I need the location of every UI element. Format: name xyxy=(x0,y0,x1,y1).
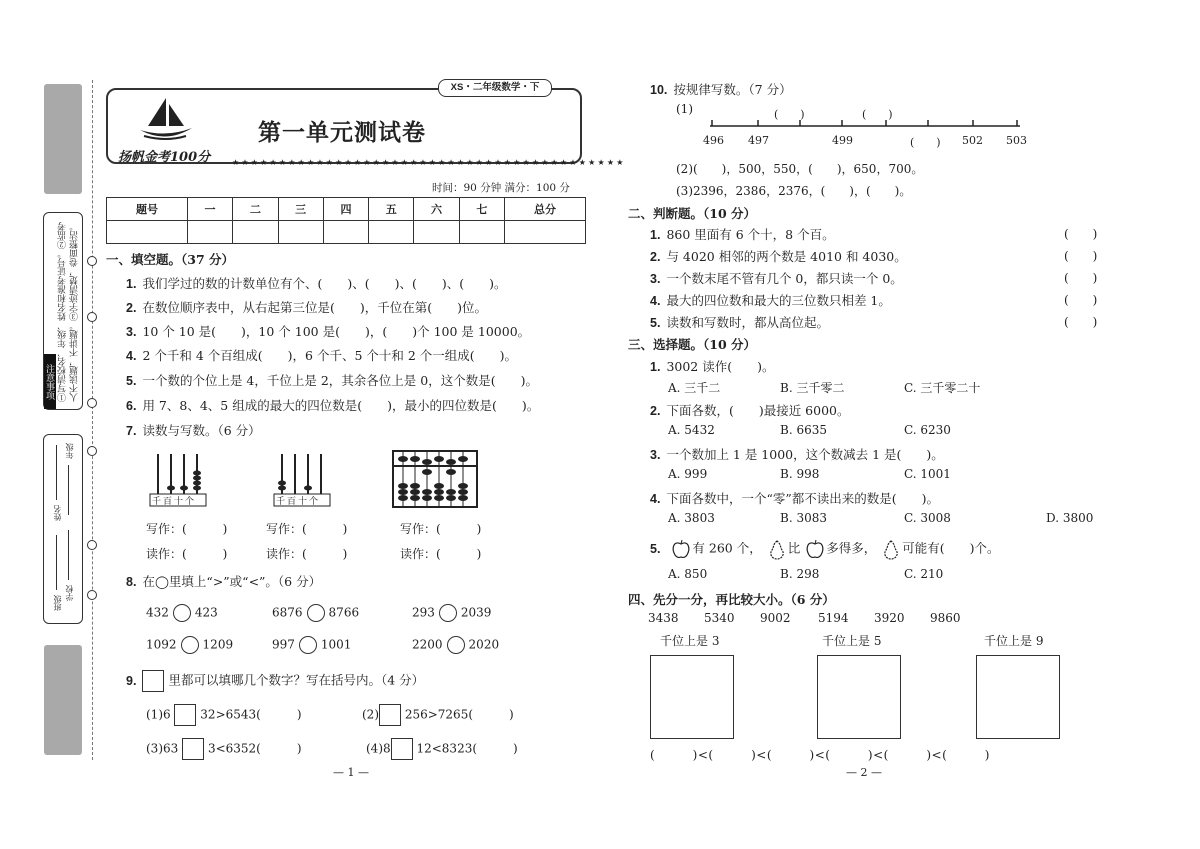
choice-option[interactable]: B. 三千零二 xyxy=(780,381,845,395)
binding-hole xyxy=(87,590,97,600)
label-school: 学校 xyxy=(65,585,74,601)
choice-question-4: 4. 下面各数中，一个“零”都不读出来的数是( )。 xyxy=(650,491,939,506)
judge-answer-2[interactable]: ( ) xyxy=(1064,249,1098,263)
q9-item-1: (1)6 32>6543( ) xyxy=(146,704,302,726)
brand-name: 扬帆金考100分 xyxy=(118,150,211,165)
sidebar-grey-block-top xyxy=(44,84,82,194)
abacus-3 xyxy=(392,450,478,508)
choice-option[interactable]: A. 850 xyxy=(668,567,708,581)
label-name: 姓名 xyxy=(53,505,62,521)
binding-hole xyxy=(87,540,97,550)
score-entry[interactable] xyxy=(187,221,232,244)
choice-option[interactable]: C. 1001 xyxy=(904,467,951,481)
write-answer-2[interactable]: 写作：( ) xyxy=(266,522,348,536)
group-label: 千位上是 5 xyxy=(822,634,882,648)
choice-question-5: 5. 有 260 个， 比 多得多， 可能有( )个。 xyxy=(650,538,999,560)
sort-number: 9002 xyxy=(760,611,791,625)
judge-item-2: 2. 与 4020 相邻的两个数是 4010 和 4030。 xyxy=(650,249,907,264)
compare-item: 2200 2020 xyxy=(412,636,499,654)
abacus-label: 千百十个 xyxy=(152,497,197,507)
compare-circle[interactable] xyxy=(181,636,199,654)
apple-icon xyxy=(804,538,826,560)
write-answer-1[interactable]: 写作：( ) xyxy=(146,522,228,536)
choice-option[interactable]: C. 210 xyxy=(904,567,944,581)
compare-circle[interactable] xyxy=(299,636,317,654)
page-number-2: — 2 — xyxy=(846,766,882,779)
choice-option[interactable]: B. 3083 xyxy=(780,511,827,525)
score-entry[interactable] xyxy=(233,221,278,244)
choice-option[interactable]: A. 3803 xyxy=(668,511,715,525)
section-1-title: 一、填空题。（37 分） xyxy=(106,252,234,267)
compare-circle[interactable] xyxy=(447,636,465,654)
sort-number: 3920 xyxy=(874,611,905,625)
binding-hole xyxy=(87,256,97,266)
digit-box[interactable] xyxy=(391,738,413,760)
number-line-blank[interactable]: ( ) xyxy=(862,108,893,121)
score-table-blank-row xyxy=(107,221,586,244)
choice-option[interactable]: B. 6635 xyxy=(780,423,827,437)
binding-hole xyxy=(87,446,97,456)
judge-answer-5[interactable]: ( ) xyxy=(1064,315,1098,329)
group-box-thousand-3[interactable] xyxy=(650,655,734,739)
tick-label: 499 xyxy=(832,134,853,147)
question-5: 5. 一个数的个位上是 4，千位上是 2，其余各位上是 0，这个数是( )。 xyxy=(126,373,538,388)
sort-number: 5194 xyxy=(818,611,849,625)
choice-question-2: 2. 下面各数，( )最接近 6000。 xyxy=(650,403,850,418)
q10-part-2: (2)( )，500，550，( )，650，700。 xyxy=(676,162,924,176)
judge-answer-4[interactable]: ( ) xyxy=(1064,293,1098,307)
judge-answer-3[interactable]: ( ) xyxy=(1064,271,1098,285)
label-grade: 年级 xyxy=(65,443,74,459)
grade-line xyxy=(68,465,69,515)
sort-number: 5340 xyxy=(704,611,735,625)
score-cell: 三 xyxy=(278,198,323,221)
read-answer-3[interactable]: 读作：( ) xyxy=(400,547,482,561)
q10-part-1: (1) xyxy=(676,102,693,116)
score-cell: 四 xyxy=(323,198,368,221)
apple-icon xyxy=(670,538,692,560)
digit-box[interactable] xyxy=(174,704,196,726)
student-info-box xyxy=(43,434,83,624)
group-box-thousand-9[interactable] xyxy=(976,655,1060,739)
compare-item: 6876 8766 xyxy=(272,604,359,622)
q10-part-3: (3)2396，2386，2376，( )，( )。 xyxy=(676,184,912,198)
score-entry[interactable] xyxy=(369,221,414,244)
question-3: 3. 10 个 10 是( )，10 个 100 是( )，( )个 100 是 10000。 xyxy=(126,324,531,339)
number-line-blank[interactable]: ( ) xyxy=(774,108,805,121)
sort-number: 3438 xyxy=(648,611,679,625)
group-box-thousand-5[interactable] xyxy=(817,655,901,739)
pear-icon xyxy=(766,538,788,560)
score-cell: 题号 xyxy=(107,198,188,221)
write-answer-3[interactable]: 写作：( ) xyxy=(400,522,482,536)
question-10: 10. 按规律写数。（7 分） xyxy=(650,82,792,97)
page-number-1: — 1 — xyxy=(333,766,369,779)
score-cell: 一 xyxy=(187,198,232,221)
score-entry[interactable] xyxy=(107,221,188,244)
read-answer-1[interactable]: 读作：( ) xyxy=(146,547,228,561)
score-cell: 六 xyxy=(414,198,459,221)
blank-box xyxy=(142,670,164,692)
order-chain[interactable]: ( )<( )<( )<( )<( )<( ) xyxy=(650,748,990,762)
q9-item-3: (3)63 3<6352( ) xyxy=(146,738,302,760)
judge-item-1: 1. 860 里面有 6 个十，8 个百。 xyxy=(650,227,835,242)
number-line-blank[interactable]: ( ) xyxy=(910,136,941,149)
compare-circle[interactable] xyxy=(439,604,457,622)
score-cell: 五 xyxy=(369,198,414,221)
compare-item: 997 1001 xyxy=(272,636,351,654)
question-8: 8. 在◯里填上“>”或“<”。（6 分） xyxy=(126,574,322,589)
time-and-score: 时间：90 分钟 满分：100 分 xyxy=(432,182,570,194)
tick-label: 497 xyxy=(748,134,769,147)
section-2-title: 二、判断题。（10 分） xyxy=(628,206,756,221)
question-4: 4. 2 个千和 4 个百组成( )，6 个千、5 个十和 2 个一组成( )。 xyxy=(126,348,518,363)
choice-option[interactable]: D. 3800 xyxy=(1046,511,1094,525)
choice-question-3: 3. 一个数加上 1 是 1000，这个数减去 1 是( )。 xyxy=(650,447,944,462)
score-entry[interactable] xyxy=(323,221,368,244)
choice-question-1: 1. 3002 读作( )。 xyxy=(650,359,775,374)
question-2: 2. 在数位顺序表中，从右起第三位是( )，千位在第( )位。 xyxy=(126,300,487,315)
choice-option[interactable]: C. 三千零二十 xyxy=(904,381,981,395)
score-entry[interactable] xyxy=(278,221,323,244)
score-cell: 七 xyxy=(459,198,504,221)
choice-option[interactable]: C. 6230 xyxy=(904,423,951,437)
compare-item: 293 2039 xyxy=(412,604,491,622)
digit-box[interactable] xyxy=(379,704,401,726)
choice-option[interactable]: A. 5432 xyxy=(668,423,715,437)
score-table-header-row xyxy=(107,198,586,221)
question-1: 1. 我们学过的数的计数单位有个、( )、( )、( )、( )。 xyxy=(126,276,507,291)
score-table xyxy=(106,197,586,244)
judge-answer-1[interactable]: ( ) xyxy=(1064,227,1098,241)
star-divider: ★★★★★★★★★★★★★★★★★★★★★★★★★★★★★★★★★★★★★★★★★★ xyxy=(232,158,626,167)
binding-dash-line xyxy=(92,80,93,760)
digit-box[interactable] xyxy=(182,738,204,760)
judge-item-5: 5. 读数和写数时，都从高位起。 xyxy=(650,315,829,330)
tick-label: 496 xyxy=(703,134,724,147)
school-line xyxy=(68,530,69,580)
notice-box xyxy=(43,212,83,410)
score-cell: 总分 xyxy=(504,198,585,221)
compare-circle[interactable] xyxy=(173,604,191,622)
pear-icon xyxy=(880,538,902,560)
binding-hole xyxy=(87,398,97,408)
notice-body: ①写清校名、年级、姓名和准考证号。②监考人不读题，不讲题。③字迹清楚，卷面整洁。 xyxy=(58,222,80,402)
choice-option[interactable]: A. 三千二 xyxy=(668,381,721,395)
q9-item-4: (4)8 12<8323( ) xyxy=(366,738,518,760)
compare-item: 432 423 xyxy=(146,604,218,622)
judge-item-4: 4. 最大的四位数和最大的三位数只相差 1。 xyxy=(650,293,891,308)
choice-option[interactable]: B. 298 xyxy=(780,567,820,581)
group-label: 千位上是 3 xyxy=(660,634,720,648)
choice-option[interactable]: A. 999 xyxy=(668,467,708,481)
label-class: 班级 xyxy=(53,595,62,611)
page-title: 第一单元测试卷 xyxy=(258,119,426,146)
compare-item: 1092 1209 xyxy=(146,636,233,654)
judge-item-3: 3. 一个数末尾不管有几个 0，都只读一个 0。 xyxy=(650,271,903,286)
sort-number: 9860 xyxy=(930,611,961,625)
name-line xyxy=(56,445,57,500)
section-4-title: 四、先分一分，再比较大小。（6 分） xyxy=(628,592,835,607)
compare-circle[interactable] xyxy=(307,604,325,622)
series-tag: XS・二年级数学・下 xyxy=(438,79,552,97)
read-answer-2[interactable]: 读作：( ) xyxy=(266,547,348,561)
notice-head: 注意事项 xyxy=(44,354,56,409)
q9-item-2: (2) 256>7265( ) xyxy=(362,704,514,726)
choice-option[interactable]: B. 998 xyxy=(780,467,820,481)
score-entry[interactable] xyxy=(459,221,504,244)
score-entry[interactable] xyxy=(414,221,459,244)
sidebar-grey-block-bottom xyxy=(44,645,82,755)
sailboat-logo-icon xyxy=(136,96,196,144)
choice-option[interactable]: C. 3008 xyxy=(904,511,951,525)
question-9: 9. 里都可以填哪几个数字？写在括号内。（4 分） xyxy=(126,670,424,692)
binding-hole xyxy=(87,312,97,322)
group-label: 千位上是 9 xyxy=(984,634,1044,648)
score-cell: 二 xyxy=(233,198,278,221)
tick-label: 502 xyxy=(962,134,983,147)
class-line xyxy=(56,535,57,590)
section-3-title: 三、选择题。（10 分） xyxy=(628,337,756,352)
tick-label: 503 xyxy=(1006,134,1027,147)
question-6: 6. 用 7、8、4、5 组成的最大的四位数是( )，最小的四位数是( )。 xyxy=(126,398,540,413)
score-entry[interactable] xyxy=(504,221,585,244)
question-7: 7. 读数与写数。（6 分） xyxy=(126,423,261,438)
abacus-label: 千百十个 xyxy=(276,497,321,507)
